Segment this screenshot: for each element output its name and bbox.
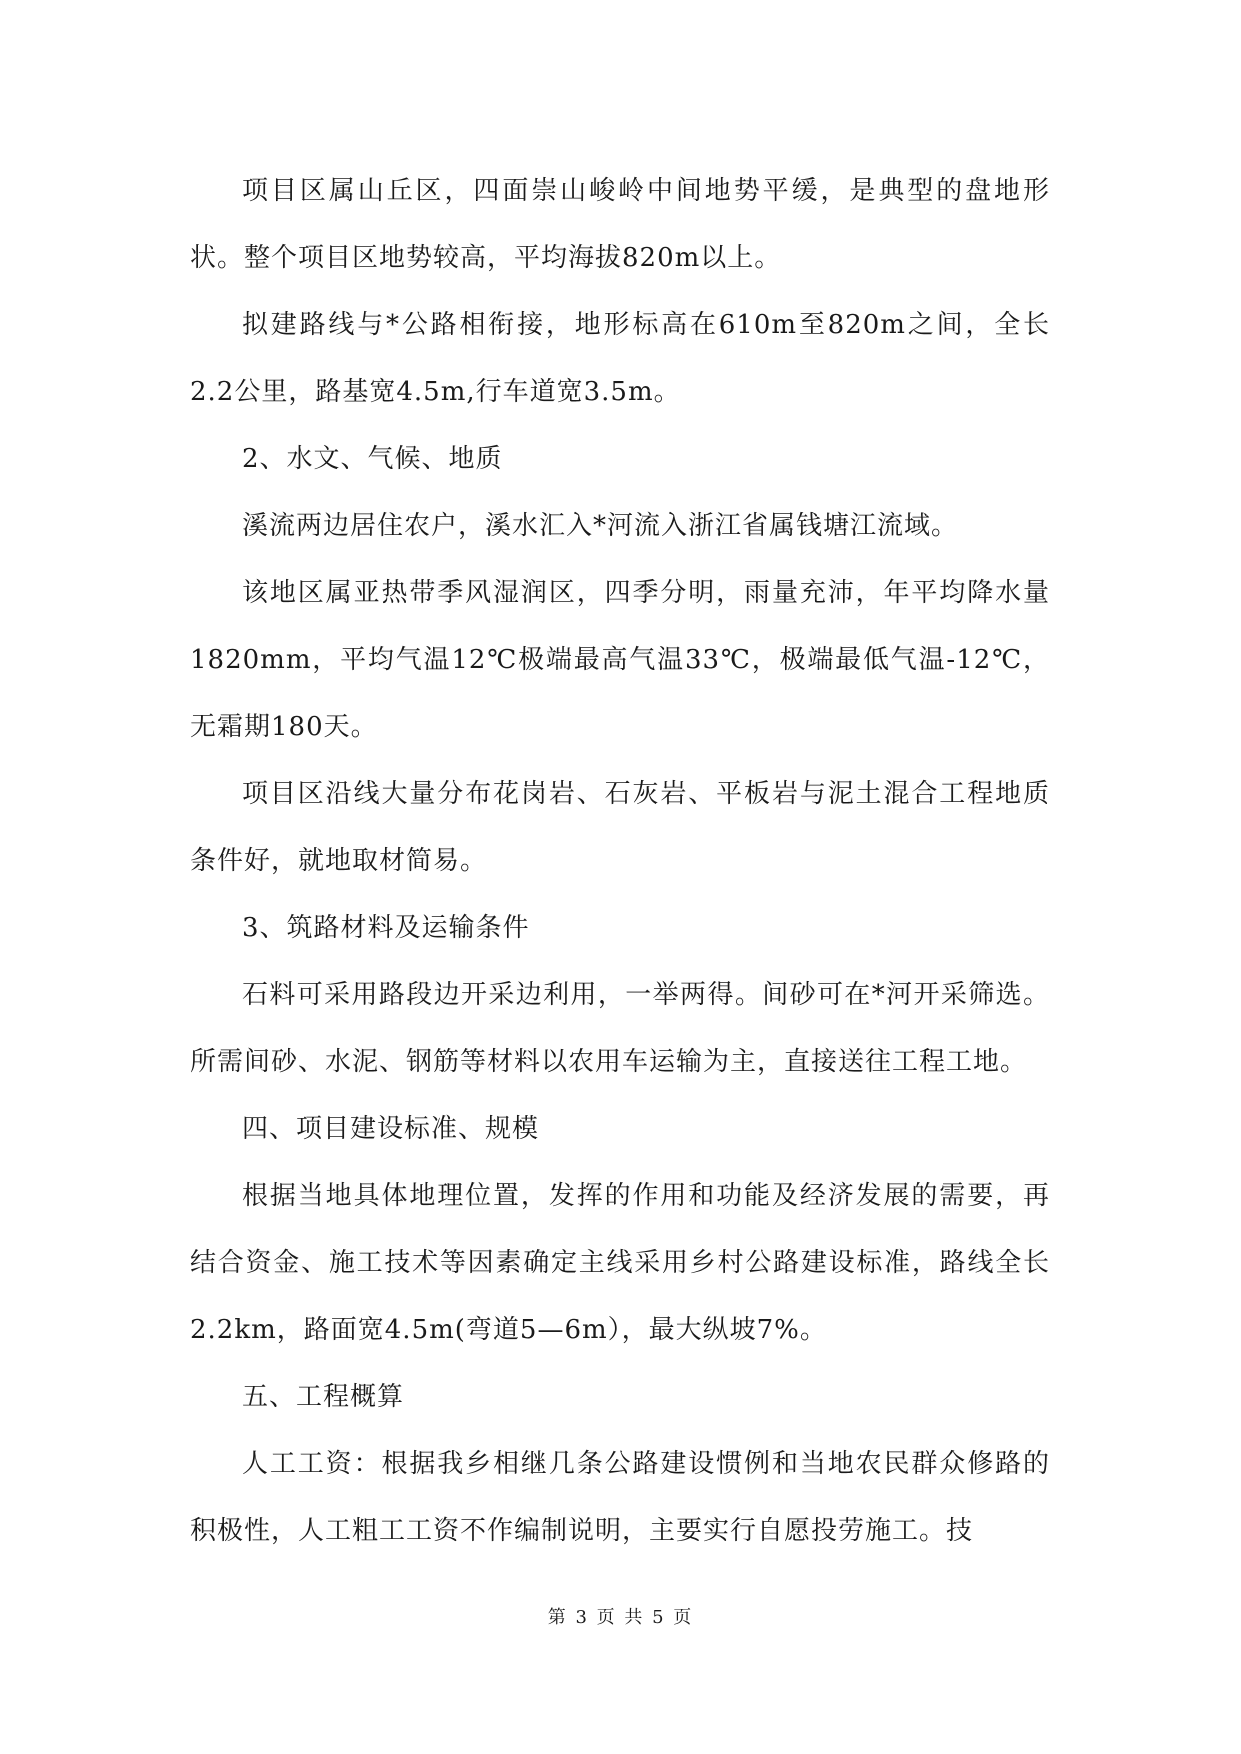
paragraph-climate: 该地区属亚热带季风湿润区，四季分明，雨量充沛，年平均降水量1820mm，平均气温12℃极端最高气温33℃，极端最低气温-12℃，无霜期180天。 xyxy=(190,578,1050,742)
paragraph-labor: 人工工资：根据我乡相继几条公路建设惯例和当地农民群众修路的积极性，人工粗工工资不作编制说明，主要实行自愿投劳施工。技 xyxy=(190,1449,1050,1546)
section-heading-standards: 四、项目建设标准、规模 xyxy=(242,1114,540,1144)
paragraph-geology: 项目区沿线大量分布花岗岩、石灰岩、平板岩与泥土混合工程地质条件好，就地取材简易。 xyxy=(190,779,1050,876)
section-heading-hydrology: 2、水文、气候、地质 xyxy=(242,444,503,474)
paragraph-route: 拟建路线与*公路相衔接，地形标高在610m至820m之间，全长2.2公里，路基宽4.5m,行车道宽3.5m。 xyxy=(190,310,1050,407)
body-text xyxy=(190,158,1050,1565)
section-heading-materials: 3、筑路材料及运输条件 xyxy=(242,913,530,943)
page-number-footer: 第 3 页 共 5 页 xyxy=(547,1607,694,1628)
paragraph-terrain: 项目区属山丘区，四面崇山峻岭中间地势平缓，是典型的盘地形状。整个项目区地势较高，平均海拔820m以上。 xyxy=(190,176,1050,273)
paragraph-materials: 石料可采用路段边开采边利用，一举两得。间砂可在*河开采筛选。所需间砂、水泥、钢筋等材料以农用车运输为主，直接送往工程工地。 xyxy=(190,980,1050,1077)
paragraph-stream: 溪流两边居住农户，溪水汇入*河流入浙江省属钱塘江流域。 xyxy=(242,511,959,541)
section-heading-estimate: 五、工程概算 xyxy=(242,1382,405,1412)
paragraph-standards: 根据当地具体地理位置，发挥的作用和功能及经济发展的需要，再结合资金、施工技术等因素确定主线采用乡村公路建设标准，路线全长2.2km，路面宽4.5m(弯道5—6m），最大纵坡7%。 xyxy=(190,1181,1050,1345)
